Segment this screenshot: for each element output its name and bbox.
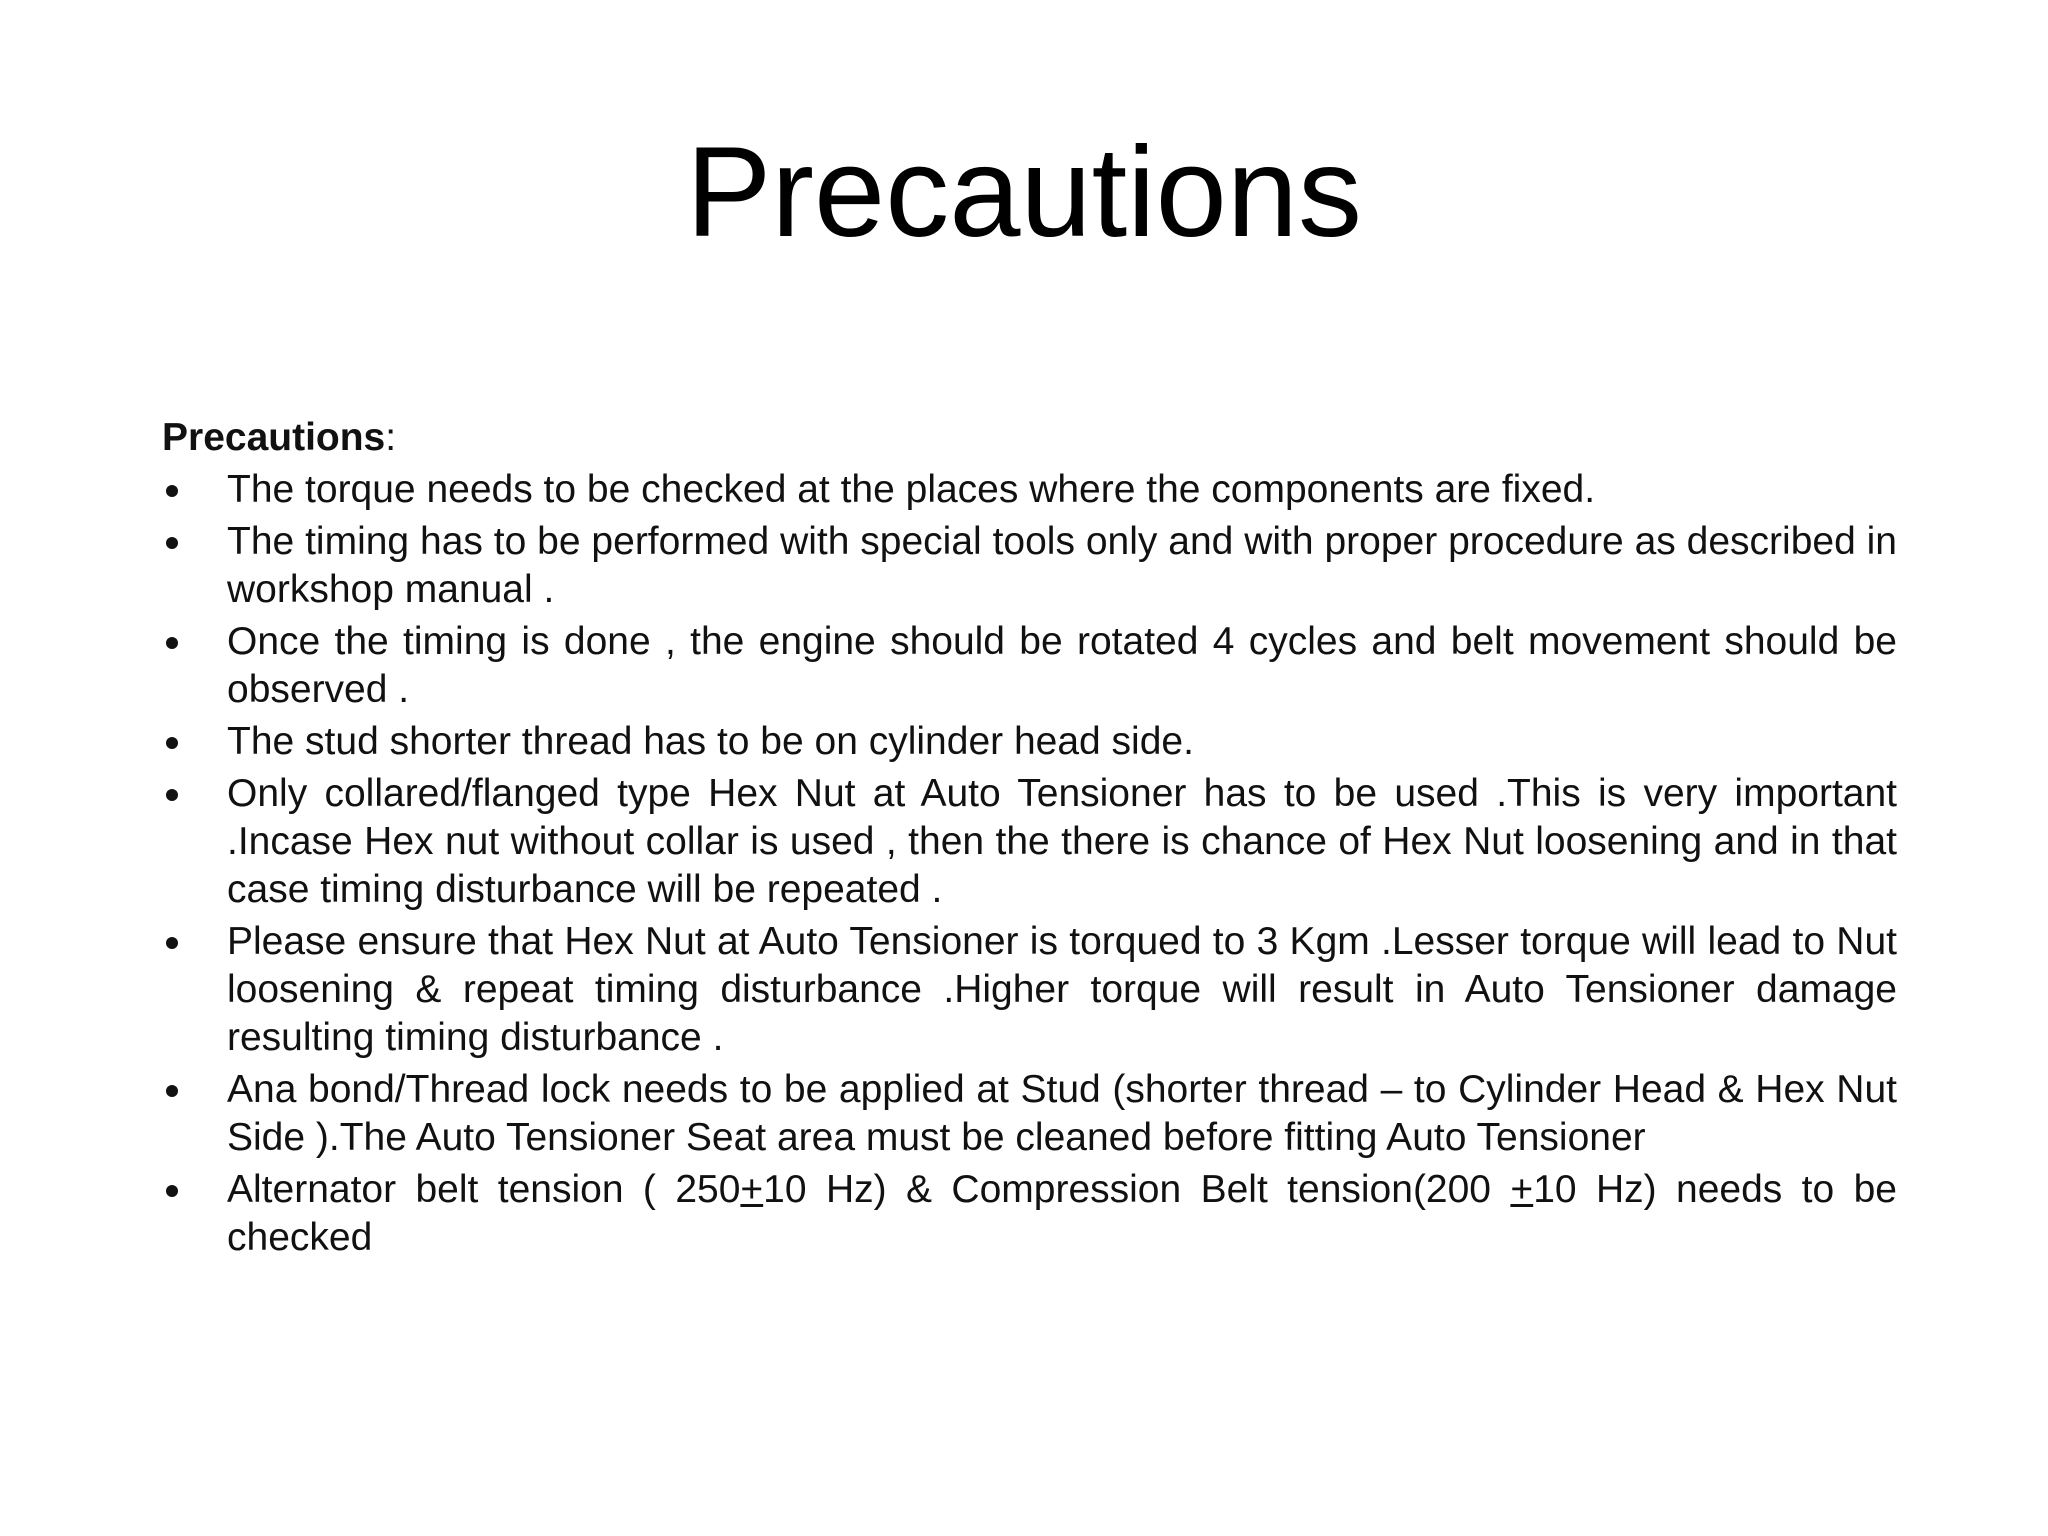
list-item (162, 518, 1897, 614)
plus-minus-sign: + (1510, 1168, 1534, 1211)
bullet-icon (166, 485, 178, 497)
list-item (162, 1166, 1897, 1262)
list-item (162, 1066, 1897, 1162)
bullet-icon (166, 537, 178, 549)
list-item (162, 618, 1897, 714)
bullet-icon (166, 637, 178, 649)
list-item-text: The stud shorter thread has to be on cylinder head side. (227, 720, 1194, 763)
belt-tension-text-part1: Alternator belt tension ( 250 (227, 1168, 741, 1211)
slide-content (162, 414, 1897, 1266)
list-item-text: The timing has to be performed with special tools only and with proper procedure as described in workshop manual . (227, 520, 1897, 611)
list-item (162, 718, 1897, 766)
list-item-text: The torque needs to be checked at the places where the components are fixed. (227, 468, 1596, 511)
list-item-text: Ana bond/Thread lock needs to be applied at Stud (shorter thread – to Cylinder Head & Hex Nut Side ).The Auto Tensioner Seat area must be cleaned before fitting Auto Tensioner (227, 1068, 1897, 1159)
belt-tension-text-part3: 10 Hz) needs to be checked (227, 1168, 1897, 1259)
section-heading (162, 414, 1897, 462)
bullet-icon (166, 789, 178, 801)
list-item (162, 466, 1897, 514)
bullet-icon (166, 1085, 178, 1097)
precautions-list (162, 466, 1897, 1262)
plus-minus-sign: + (740, 1168, 764, 1211)
bullet-icon (166, 937, 178, 949)
slide-title: Precautions (686, 121, 1362, 264)
section-heading-text: Precautions (162, 416, 386, 459)
belt-tension-text-part2: 10 Hz) & Compression Belt tension(200 (763, 1168, 1511, 1211)
list-item (162, 770, 1897, 914)
list-item-text: Once the timing is done , the engine should be rotated 4 cycles and belt movement should be observed . (227, 620, 1897, 711)
bullet-icon (166, 737, 178, 749)
section-heading-colon: : (385, 416, 397, 459)
list-item-text: Please ensure that Hex Nut at Auto Tensioner is torqued to 3 Kgm .Lesser torque will lead to Nut loosening & repeat timing disturbance .Higher torque will result in Auto Tensioner damage resulting timing disturbance . (227, 920, 1897, 1059)
list-item-text (227, 1168, 1897, 1259)
list-item (162, 918, 1897, 1062)
bullet-icon (166, 1185, 178, 1197)
list-item-text: Only collared/flanged type Hex Nut at Auto Tensioner has to be used .This is very important .Incase Hex nut without collar is used , then the there is chance of Hex Nut loosening and in that case timing disturbance will be repeated . (227, 772, 1897, 911)
